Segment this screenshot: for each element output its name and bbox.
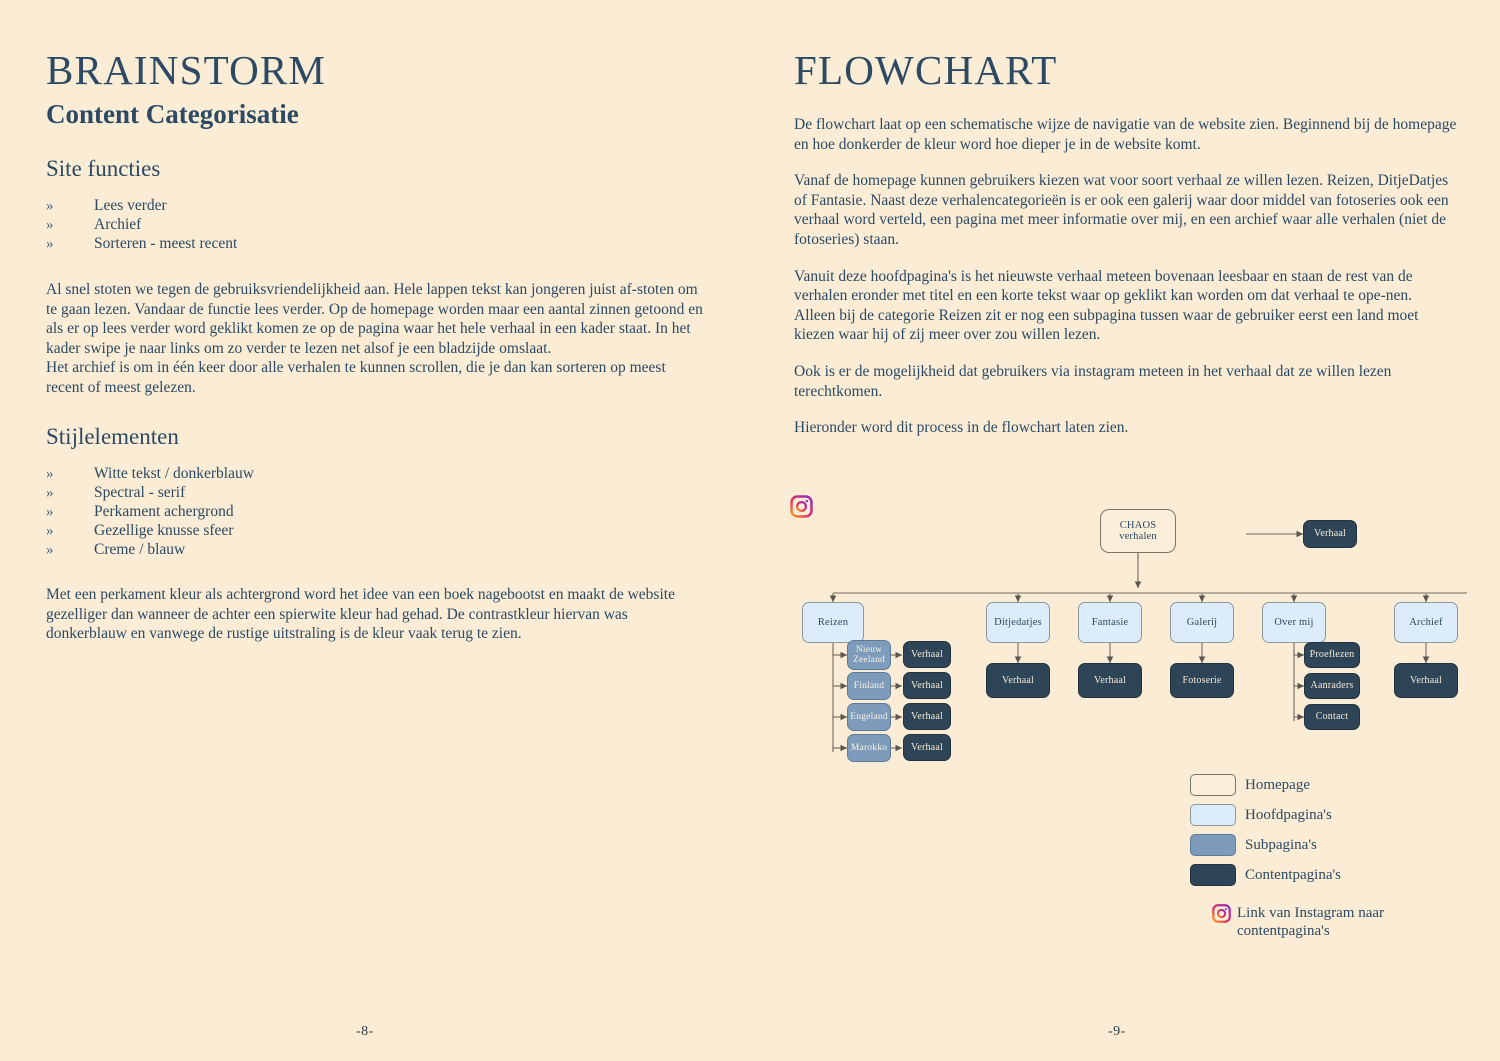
list-item — [46, 235, 706, 254]
flow-node-content-fantasie-verhaal[interactable]: Verhaal — [1078, 663, 1142, 698]
legend-row-subpaginas — [1190, 830, 1470, 860]
paragraph-site-functies-1: Al snel stoten we tegen de gebruiksvriendelijkheid aan. Hele lappen tekst kan jongeren juist af-stoten om te gaan lezen. Vandaar de functie lees verder. Op de homepage worden maar een aantal zinnen getoond en als er op lees verder word geklikt komen ze op de pagina waar het hele verhaal in een kader staat. In het kader swipe je naar links om zo verder te lezen net alsof je een bladzijde omslaat. — [46, 280, 703, 357]
legend-label-subpaginas: Subpagina's — [1245, 837, 1317, 853]
list-item — [46, 503, 706, 522]
legend-label-hoofdpaginas: Hoofdpagina's — [1245, 807, 1332, 823]
section-heading-stijlelementen: Stijlelementen — [46, 423, 179, 449]
list-item-label: Archief — [94, 216, 142, 234]
flow-node-over-mij[interactable]: Over mij — [1262, 602, 1326, 643]
guillemet-marker-icon: » — [46, 522, 54, 539]
legend-swatch-hoofdpaginas — [1190, 804, 1236, 826]
page-number-left: -8- — [356, 1024, 374, 1039]
list-item — [46, 522, 706, 541]
flow-node-content-archief-verhaal[interactable]: Verhaal — [1394, 663, 1458, 698]
legend-row-hoofdpaginas — [1190, 800, 1470, 830]
flow-node-homepage-line2: verhalen — [1119, 531, 1157, 542]
page-title-flowchart: FLOWCHART — [794, 47, 1058, 93]
list-item — [46, 484, 706, 503]
legend-row-homepage — [1190, 770, 1470, 800]
section-heading-site-functies: Site functies — [46, 156, 161, 182]
flow-node-content-ditjedatjes-verhaal[interactable]: Verhaal — [986, 663, 1050, 698]
left-page-column — [46, 48, 706, 661]
list-item — [46, 197, 706, 216]
flow-node-galerij[interactable]: Galerij — [1170, 602, 1234, 643]
page-title-brainstorm: BRAINSTORM — [46, 47, 327, 93]
flow-node-content-verhaal-finland[interactable]: Verhaal — [903, 672, 951, 699]
legend-row-instagram — [1190, 904, 1470, 940]
list-item-label: Creme / blauw — [94, 540, 186, 558]
instagram-icon[interactable] — [790, 495, 813, 518]
legend-swatch-subpaginas — [1190, 834, 1236, 856]
paragraph-flowchart-2: Vanaf de homepage kunnen gebruikers kiezen wat voor soort verhaal ze willen lezen. Reizen, DitjeDatjes of Fantasie. Naast deze verhalencategorieën is er ook een galerij waar door middel van fotoseries ook een verhaal word verteld, een pagina met meer informatie over mij, en een archief waar alle verhalen (niet de fotoseries) staan. — [794, 172, 1449, 249]
guillemet-marker-icon: » — [46, 503, 54, 520]
paragraph-flowchart-4: Alleen bij de categorie Reizen zit er nog een subpagina tussen waar de gebruiker eerst een land moet kiezen waar hij of zij meer over zou willen lezen. — [794, 306, 1419, 344]
flow-node-sub-nieuw-zeeland-line2: Zeeland — [853, 655, 885, 665]
legend-label-contentpaginas: Contentpagina's — [1245, 867, 1342, 883]
flow-node-sub-nieuw-zeeland[interactable] — [847, 640, 891, 670]
paragraph-flowchart-6: Hieronder word dit process in de flowchart laten zien. — [794, 419, 1129, 437]
flow-node-sub-engeland[interactable]: Engeland — [847, 703, 891, 731]
instagram-icon — [1212, 904, 1231, 923]
flow-node-content-verhaal-engeland[interactable]: Verhaal — [903, 703, 951, 730]
flow-node-ditjedatjes[interactable]: Ditjedatjes — [986, 602, 1050, 643]
guillemet-marker-icon: » — [46, 198, 54, 215]
list-item-label: Sorteren - meest recent — [94, 235, 238, 253]
flow-node-content-contact[interactable]: Contact — [1304, 704, 1360, 730]
legend-label-homepage: Homepage — [1245, 777, 1310, 793]
guillemet-marker-icon: » — [46, 541, 54, 558]
paragraph-flowchart-5: Ook is er de mogelijkheid dat gebruikers via instagram meteen in het verhaal dat ze willen lezen terechtkomen. — [794, 363, 1392, 400]
site-functies-list — [46, 197, 706, 254]
flow-node-instagram-verhaal[interactable]: Verhaal — [1303, 520, 1357, 548]
flow-node-content-verhaal-marokko[interactable]: Verhaal — [903, 734, 951, 761]
legend-row-contentpaginas — [1190, 860, 1470, 890]
page-number-right: -9- — [1108, 1024, 1126, 1039]
paragraph-stijlelementen-1: Met een perkament kleur als achtergrond word het idee van een boek nagebootst en maakt de website gezelliger dan wanneer de achter een spierwite kleur had gehad. De contrastkleur hiervan was donkerblauw en vanwege de rustige uitstraling is de kleur vaak terug te zien. — [46, 586, 675, 643]
guillemet-marker-icon: » — [46, 484, 54, 501]
guillemet-marker-icon: » — [46, 236, 54, 253]
list-item — [46, 216, 706, 235]
flow-node-homepage-line1: CHAOS — [1119, 519, 1157, 531]
guillemet-marker-icon: » — [46, 465, 54, 482]
legend-label-instagram-line2: contentpagina's — [1237, 923, 1330, 939]
flow-node-homepage[interactable] — [1100, 509, 1176, 553]
legend-label-instagram — [1237, 904, 1384, 940]
legend-swatch-contentpaginas — [1190, 864, 1236, 886]
flow-node-archief[interactable]: Archief — [1394, 602, 1458, 643]
legend-label-instagram-line1: Link van Instagram naar — [1237, 905, 1385, 921]
stijlelementen-list — [46, 465, 706, 560]
flow-node-sub-finland[interactable]: Finland — [847, 672, 891, 700]
flowchart-legend — [1190, 770, 1470, 940]
paragraph-site-functies-2: Het archief is om in één keer door alle verhalen te kunnen scrollen, die je dan kan sorteren op meest recent of meest gelezen. — [46, 359, 666, 396]
flow-node-sub-nieuw-zeeland-line1: Nieuw — [855, 644, 883, 655]
flow-node-content-aanraders[interactable]: Aanraders — [1304, 673, 1360, 699]
right-page-column — [794, 48, 1459, 455]
flow-node-content-proeflezen[interactable]: Proeflezen — [1304, 642, 1360, 668]
paragraph-flowchart-1: De flowchart laat op een schematische wijze de navigatie van de website zien. Beginnend bij de homepage en hoe donkerder de kleur word hoe dieper je in de website komt. — [794, 116, 1457, 153]
legend-swatch-homepage — [1190, 774, 1236, 796]
page-subtitle-content-categorisatie: Content Categorisatie — [46, 99, 299, 130]
list-item-label: Gezellige knusse sfeer — [94, 521, 234, 539]
paragraph-flowchart-3: Vanuit deze hoofdpagina's is het nieuwste verhaal meteen bovenaan leesbaar en staan de rest van de verhalen eronder met titel en een korte tekst waar op geklikt kan worden om dat verhaal te ope-nen. — [794, 267, 1413, 305]
list-item-label: Perkament achergrond — [94, 502, 234, 520]
list-item-label: Witte tekst / donkerblauw — [94, 464, 254, 482]
flow-node-reizen[interactable]: Reizen — [802, 602, 864, 643]
flow-node-sub-marokko[interactable]: Marokko — [847, 734, 891, 762]
list-item-label: Lees verder — [94, 197, 167, 215]
flow-node-content-verhaal-nieuw-zeeland[interactable]: Verhaal — [903, 641, 951, 668]
list-item-label: Spectral - serif — [94, 483, 186, 501]
flow-node-content-galerij-fotoserie[interactable]: Fotoserie — [1170, 663, 1234, 698]
guillemet-marker-icon: » — [46, 217, 54, 234]
list-item — [46, 465, 706, 484]
flow-node-fantasie[interactable]: Fantasie — [1078, 602, 1142, 643]
list-item — [46, 541, 706, 560]
